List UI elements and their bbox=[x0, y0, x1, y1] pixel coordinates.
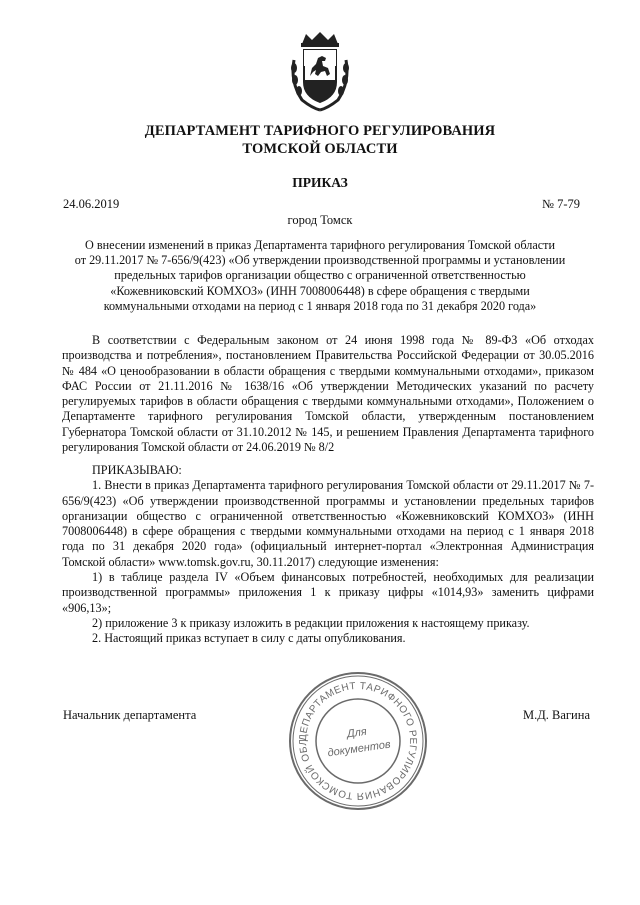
clause-1-1: 1) в таблице раздела IV «Объем финансовых потребностей, необходимых для реализации производственной программы» приложения 1 к приказу цифры «1014,93» заменить цифрами «906,13»; bbox=[62, 570, 594, 615]
stamp-seal-icon bbox=[285, 668, 431, 814]
subject-line: коммунальными отходами на период с 1 января 2018 года по 31 декабря 2020 года» bbox=[103, 298, 537, 313]
document-date: 24.06.2019 bbox=[63, 197, 120, 211]
department-title-line1: ДЕПАРТАМЕНТ ТАРИФНОГО РЕГУЛИРОВАНИЯ bbox=[144, 123, 496, 139]
subject-line: «Кожевниковский КОМХОЗ» (ИНН 7008006448) в сфере обращения с твердыми bbox=[110, 283, 530, 298]
order-clauses bbox=[62, 463, 594, 647]
subject-line: О внесении изменений в приказ Департамента тарифного регулирования Томской области bbox=[84, 238, 555, 252]
document-number: № 7-79 bbox=[542, 197, 580, 211]
clause-1-2: 2) приложение 3 к приказу изложить в редакции приложения к настоящему приказу. bbox=[92, 615, 530, 630]
stamp-ring-text: ДЕПАРТАМЕНТ ТАРИФНОГО РЕГУЛИРОВАНИЯ ТОМСКОЙ ОБЛ bbox=[297, 680, 419, 802]
clause-2: 2. Настоящий приказ вступает в силу с даты опубликования. bbox=[92, 631, 406, 646]
stamp-center-line2: документов bbox=[326, 738, 392, 760]
document-city: город Томск bbox=[287, 213, 353, 227]
stamp-center-line1: Для bbox=[346, 725, 368, 741]
document-type: ПРИКАЗ bbox=[292, 175, 348, 190]
subject-line: предельных тарифов организации общество с ограниченной ответственностью bbox=[114, 268, 526, 283]
preamble-block bbox=[62, 333, 594, 455]
tomsk-region-coat-of-arms-icon bbox=[288, 30, 352, 112]
clause-1: 1. Внести в приказ Департамента тарифного регулирования Томской области от 29.11.2017 № 7-656/9(423) «Об утверждении производственной программы и установлении предельных тарифов организации общество с ограниченной ответственностью «Кожевниковский КОМХОЗ» (ИНН 7008006448) в сфере обращения с твердыми коммунальными отходами на период с 1 января 2018 года по 31 декабря 2020 года» (официальный интернет-портал «Электронная Администрация Томской области» www.tomsk.gov.ru, 30.11.2017) следующие изменения: bbox=[62, 478, 594, 569]
coat-of-arms-emblem bbox=[288, 30, 352, 112]
signatory-position: Начальник департамента bbox=[63, 708, 197, 722]
signatory-name: М.Д. Вагина bbox=[523, 708, 590, 722]
official-stamp bbox=[285, 668, 431, 814]
subject-line: от 29.11.2017 № 7-656/9(423) «Об утверждении производственной программы и установлении bbox=[74, 253, 566, 268]
order-subject bbox=[60, 238, 580, 314]
preamble-paragraph: В соответствии с Федеральным законом от 24 июня 1998 года № 89-ФЗ «Об отходах производства и потребления», постановлением Правительства Российской Федерации от 30.05.2016 № 484 «О ценообразовании в области обращения с твердыми коммунальными отходами», приказом ФАС России от 21.11.2016 № 1638/16 «Об утверждении Методических указаний по расчету регулируемых тарифов в области обращения с твердыми коммунальными отходами», Положением о Департаменте тарифного регулирования Томской области, утвержденным постановлением Губернатора Томской области от 31.10.2012 № 145, и решением Правления Департамента тарифного регулирования Томской области от 24.06.2019 № 8/2 bbox=[62, 333, 594, 455]
department-title-line2: ТОМСКОЙ ОБЛАСТИ bbox=[242, 141, 398, 157]
order-word: ПРИКАЗЫВАЮ: bbox=[92, 463, 182, 477]
